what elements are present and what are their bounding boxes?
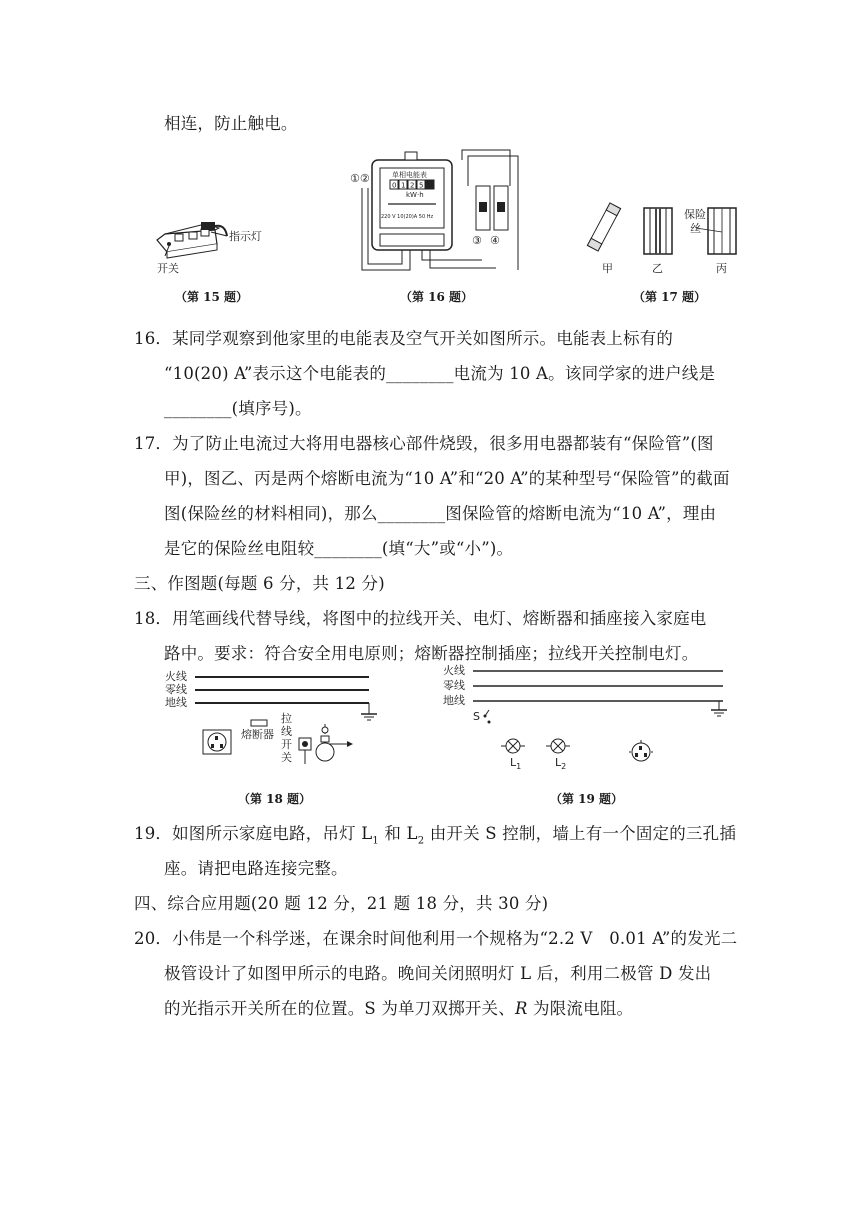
live-label: 火线 — [443, 664, 465, 677]
l1-label: $L_1$ — [510, 756, 522, 771]
switch-label: 开关 — [157, 262, 179, 275]
ground-label: 地线 — [165, 696, 187, 709]
q20-line2: 极管设计了如图甲所示的电路。晚间关闭照明灯 L 后，利用二极管 D 发出 — [164, 964, 712, 983]
figure-15-power-strip — [155, 212, 275, 282]
q18-line1: 18．用笔画线代替导线，将图中的拉线开关、电灯、熔断器和插座接入家庭电 — [134, 609, 707, 628]
q17-line1: 17．为了防止电流过大将用电器核心部件烧毁，很多用电器都装有“保险管”(图 — [134, 434, 714, 453]
indicator-label: 指示灯 — [229, 230, 262, 243]
caption-18: （第 18 题） — [238, 792, 312, 806]
label-jia: 甲 — [602, 262, 613, 275]
meter-unit: kW·h — [406, 191, 424, 199]
figure-19-circuit — [443, 662, 733, 772]
label-bing: 丙 — [716, 262, 727, 275]
caption-15: （第 15 题） — [175, 290, 249, 304]
fuse-label: 熔断器 — [241, 728, 274, 741]
meter-spec: 220 V 10(20)A 50 Hz — [381, 214, 434, 220]
meter-digit: 8 — [428, 181, 433, 190]
q17-line4: 是它的保险丝电阻较________(填“大”或“小”)。 — [164, 539, 514, 558]
label-yi: 乙 — [652, 262, 663, 275]
q19-line2: 座。请把电路连接完整。 — [164, 859, 348, 878]
figure-18-circuit — [165, 668, 385, 786]
q20-line3: 的光指示开关所在的位置。S 为单刀双掷开关、R 为限流电阻。 — [164, 999, 634, 1018]
neutral-label: 零线 — [165, 683, 187, 696]
section-3-heading: 三、作图题(每题 6 分，共 12 分) — [134, 574, 385, 593]
label-3: ③ — [472, 234, 482, 247]
meter-digit: 1 — [401, 181, 406, 190]
label-4: ④ — [490, 234, 500, 247]
caption-19: （第 19 题） — [550, 792, 624, 806]
caption-16: （第 16 题） — [400, 290, 474, 304]
pull-switch-char-1: 拉 — [281, 712, 292, 725]
section-4-heading: 四、综合应用题(20 题 12 分，21 题 18 分，共 30 分) — [134, 894, 549, 913]
q17-line3: 图(保险丝的材料相同)，那么________图保险管的熔断电流为“10 A”，理由 — [164, 504, 717, 523]
fuse-label-1: 保险 — [684, 208, 706, 221]
meter-digit: 0 — [392, 181, 397, 190]
q19-line1: 19．如图所示家庭电路，吊灯 $L_1$ 和 $L_2$ 由开关 S 控制，墙上有一个固定的三孔插 — [134, 824, 737, 847]
q16-line1: 16．某同学观察到他家里的电能表及空气开关如图所示。电能表上标有的 — [134, 329, 674, 348]
meter-title: 单相电能表 — [392, 171, 427, 179]
q17-line2: 甲)，图乙、丙是两个熔断电流为“10 A”和“20 A”的某种型号“保险管”的截面 — [164, 469, 730, 488]
q20-line1: 20．小伟是一个科学迷，在课余时间他利用一个规格为“2.2 V 0.01 A”的发光二 — [134, 929, 738, 948]
ground-label: 地线 — [443, 694, 465, 707]
pull-switch-char-4: 关 — [281, 751, 292, 764]
meter-digit: 2 — [410, 181, 415, 190]
pull-switch-char-2: 线 — [281, 725, 292, 738]
continued-text: 相连，防止触电。 — [164, 114, 298, 133]
meter-digit: 5 — [419, 181, 424, 190]
label-12: ①② — [350, 172, 370, 185]
neutral-label: 零线 — [443, 679, 465, 692]
q16-line2: “10(20) A”表示这个电能表的________电流为 10 A。该同学家的进户线是 — [164, 364, 716, 383]
live-label: 火线 — [165, 670, 187, 683]
q18-line2: 路中。要求：符合安全用电原则；熔断器控制插座；拉线开关控制电灯。 — [164, 644, 699, 663]
caption-17: （第 17 题） — [633, 290, 707, 304]
l2-label: $L_2$ — [555, 756, 567, 771]
figure-17-fuses — [584, 192, 744, 277]
fuse-label-2: 丝 — [690, 222, 701, 235]
pull-switch-char-3: 开 — [281, 738, 292, 751]
figure-16-meter — [350, 150, 530, 275]
q16-line3: ________(填序号)。 — [164, 399, 312, 418]
switch-label: S — [473, 710, 480, 723]
